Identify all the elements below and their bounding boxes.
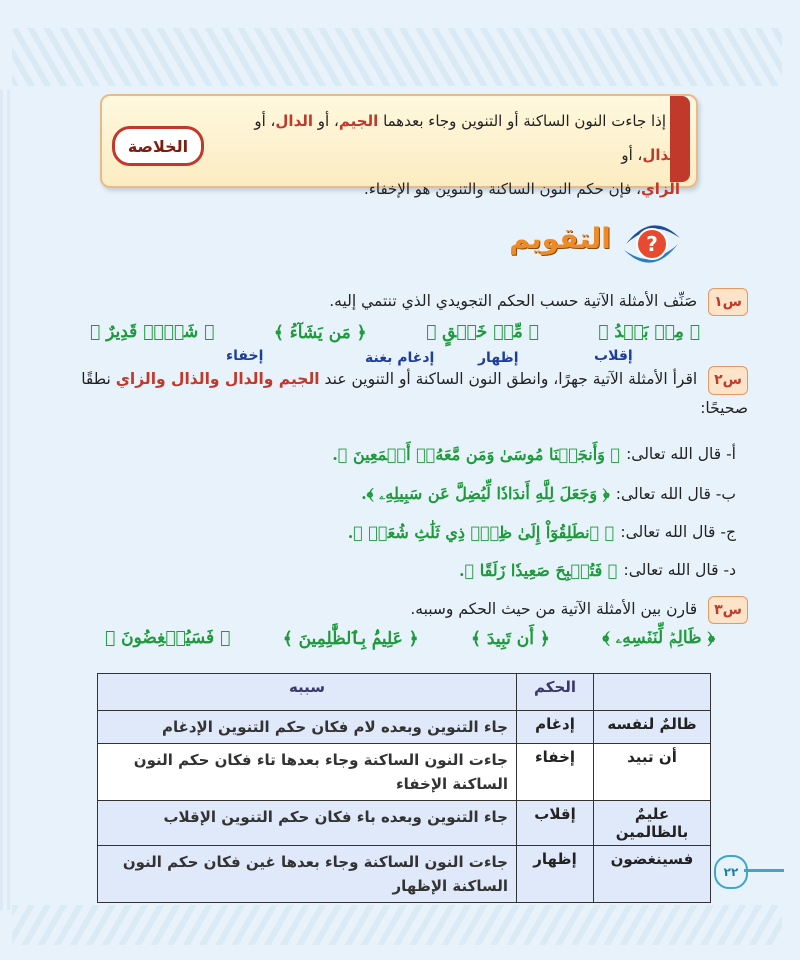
q2-letters: الجيم والدال والذال والزاي: [115, 370, 320, 388]
cell-word: ظالمٌ لنفسه: [594, 711, 711, 744]
q1-answer-idgham: إدغام بغنة: [365, 350, 435, 366]
cell-rule: إظهار: [517, 846, 594, 903]
svg-text:?: ?: [646, 232, 658, 256]
verse: ﴿ وَأَنجَيۡنَا مُوسَىٰ وَمَن مَّعَهُۥٓ أَجۡمَعِينَ ﴾.: [332, 444, 621, 464]
question-2-badge: س٢: [708, 366, 748, 395]
q3-example: ﴿ عَلِيمُۢ بِٱلظَّٰلِمِينَ ﴾: [282, 629, 419, 649]
q1-answer-ikhfa: إخفاء: [226, 348, 264, 364]
summary-text: o إذا جاءت النون الساكنة أو التنوين وجاء بعدهما الجيم، أو الدال، أو الذال، أو الزاي، فإن حكم النون الساكنة والتنوين هو الإخفاء.: [254, 112, 680, 198]
cell-rule: إخفاء: [517, 744, 594, 801]
q3-example: ﴿ فَسَيُنۡغِضُونَ ﴾: [105, 628, 231, 648]
column-header-reason: سببه: [98, 674, 517, 711]
letter-dhal: الذال: [642, 146, 680, 164]
table-header-row: [98, 674, 711, 711]
q1-answer-iqlab: إقلاب: [594, 348, 633, 364]
q1-example: ﴿ مِّنۡ خَلۡقٍ ﴾: [426, 322, 539, 342]
cell-word: فسينغضون: [594, 846, 711, 903]
cell-reason: جاءت النون الساكنة وجاء بعدها غين فكان حكم النون الساكنة الإظهار: [98, 846, 517, 903]
answer-table: [97, 673, 711, 903]
cell-rule: إقلاب: [517, 801, 594, 846]
question-3-badge: س٣: [708, 596, 748, 624]
q2-item-b: ب- قال الله تعالى: ﴿ وَجَعَلَ لِلَّهِ أَندَادٗا لِّيُضِلَّ عَن سَبِيلِهِۦ ﴾.: [361, 484, 736, 503]
cell-reason: جاء التنوين وبعده باء فكان حكم التنوين الإقلاب: [98, 801, 517, 846]
q2-item-a: أ- قال الله تعالى: ﴿ وَأَنجَيۡنَا مُوسَىٰ وَمَن مَّعَهُۥٓ أَجۡمَعِينَ ﴾.: [332, 444, 736, 464]
table-row: [98, 711, 711, 744]
letter-jeem: الجيم: [338, 112, 379, 130]
question-3: [108, 596, 748, 624]
decorative-side-band: [0, 90, 14, 910]
q1-example: ﴿ مِنۢ بَعۡدُ ﴾: [598, 322, 700, 342]
q2-item-d: د- قال الله تعالى: ﴿ فَتُصۡبِحَ صَعِيدٗا زَلَقًا ﴾.: [459, 560, 736, 580]
q3-example: ﴿ ظَالِمٞ لِّنَفۡسِهِۦ ﴾: [602, 628, 715, 648]
q1-answer-izhar: إظهار: [478, 350, 519, 366]
table-row: [98, 846, 711, 903]
decorative-bottom-band: [12, 905, 782, 945]
question-1: [108, 288, 748, 316]
evaluation-title: التقويم: [509, 222, 611, 255]
question-mark-icon: [622, 216, 682, 272]
question-2: س٢ اقرأ الأمثلة الآتية جهرًا، وانطق النون الساكنة أو التنوين عند الجيم والدال والذال والزاي نطقًا صحيحًا:: [68, 366, 748, 422]
bullet-icon: o: [670, 112, 680, 130]
cell-reason: جاء التنوين وبعده لام فكان حكم التنوين الإدغام: [98, 711, 517, 744]
question-3-examples: [105, 628, 715, 660]
letter-dal: الدال: [275, 112, 314, 130]
q2-item-c: ج- قال الله تعالى: ﴿ ٱنطَلِقُوٓاْ إِلَىٰ ظِلّٖ ذِي ثَلَٰثِ شُعَبٖ ﴾.: [347, 522, 736, 542]
question-1-text: صَنِّف الأمثلة الآتية حسب الحكم التجويدي الذي تنتمي إليه.: [329, 292, 698, 310]
page-number-line: [744, 869, 784, 872]
table-row: [98, 744, 711, 801]
cell-word: أن تبيد: [594, 744, 711, 801]
question-1-badge: س١: [708, 288, 748, 316]
cell-reason: جاءت النون الساكنة وجاء بعدها تاء فكان حكم النون الساكنة الإخفاء: [98, 744, 517, 801]
verse: ﴿ ٱنطَلِقُوٓاْ إِلَىٰ ظِلّٖ ذِي ثَلَٰثِ شُعَبٖ ﴾.: [347, 522, 615, 542]
cell-rule: إدغام: [517, 711, 594, 744]
column-header-rule: الحكم: [517, 674, 594, 711]
table-row: [98, 801, 711, 846]
cell-word: عليمٌ بالظالمين: [594, 801, 711, 846]
question-3-text: قارن بين الأمثلة الآتية من حيث الحكم وسببه.: [410, 600, 698, 618]
q3-example: ﴿ أَن تَبِيدَ ﴾: [471, 629, 550, 649]
decorative-top-band: [12, 28, 782, 86]
summary-badge: الخلاصة: [112, 126, 204, 166]
q1-example: ﴿ مَن يَشَآءُ ﴾: [273, 323, 367, 343]
column-header-word: [594, 674, 711, 711]
verse: ﴿ وَجَعَلَ لِلَّهِ أَندَادٗا لِّيُضِلَّ عَن سَبِيلِهِۦ ﴾.: [361, 484, 610, 503]
letter-zay: الزاي: [641, 180, 680, 198]
page-number: ٢٢: [714, 855, 748, 889]
verse: ﴿ فَتُصۡبِحَ صَعِيدٗا زَلَقًا ﴾.: [459, 560, 618, 580]
q1-example: ﴿ شَيۡءٖ قَدِيرٌ ﴾: [90, 322, 215, 342]
